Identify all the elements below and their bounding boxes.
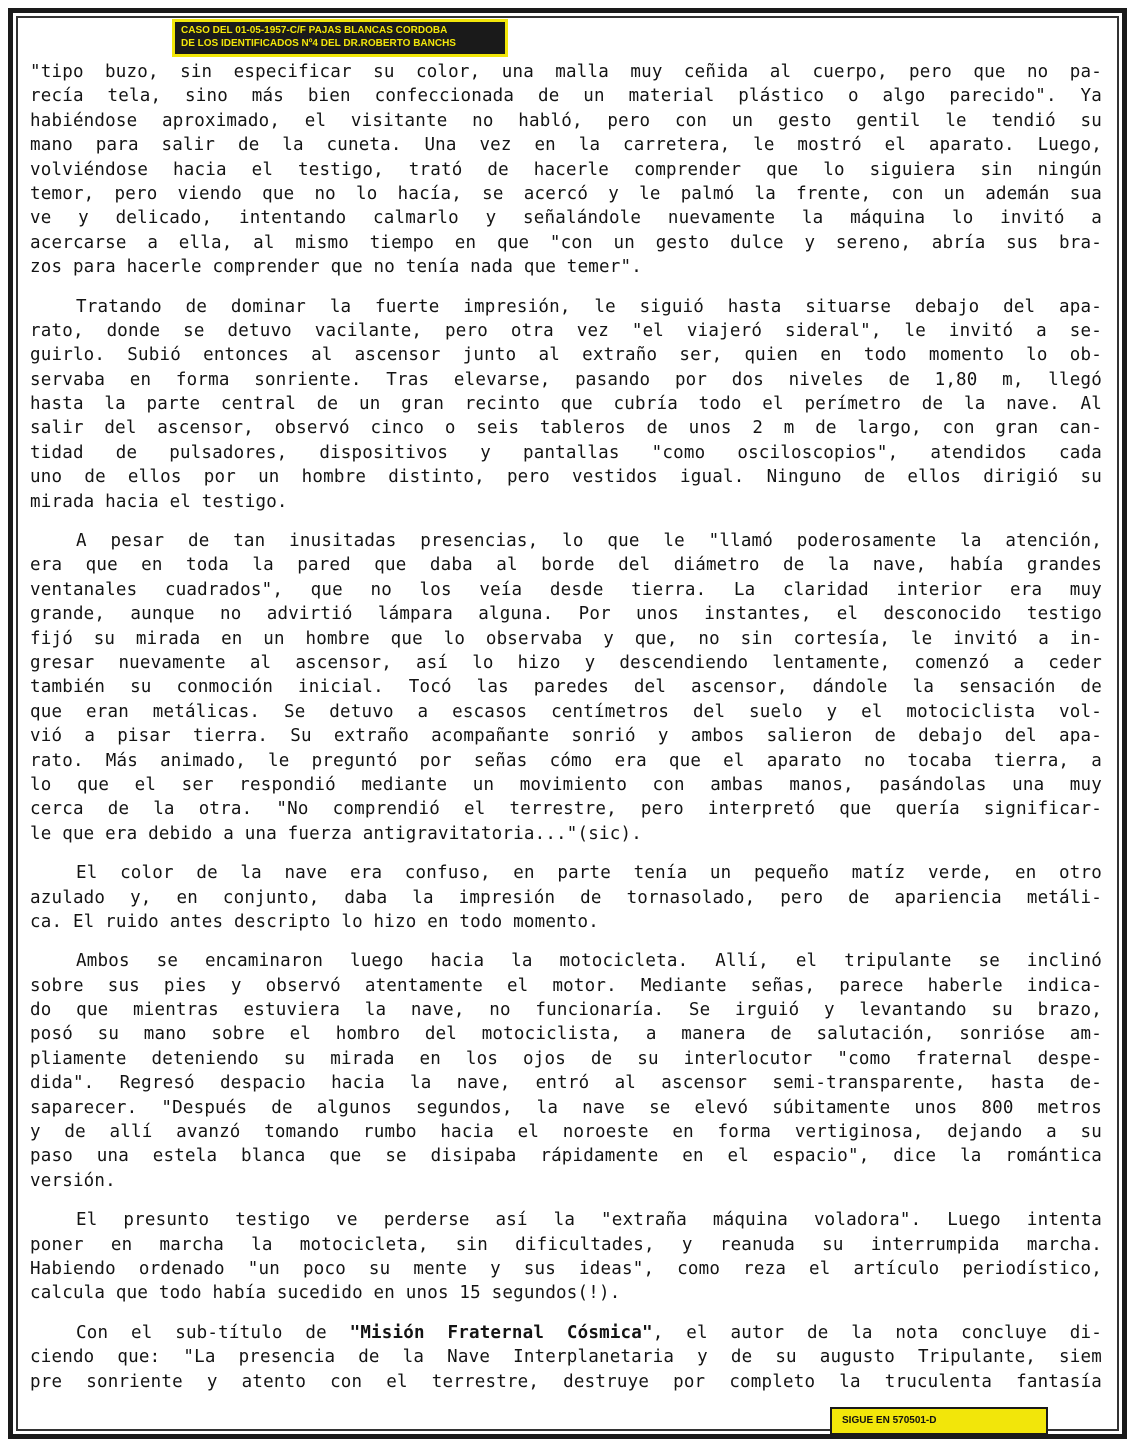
text-line: temor, pero viendo que no lo hacía, se acercó y le palmó la frente, con un ademán sua bbox=[30, 183, 1102, 204]
text-line: también su conmoción inicial. Tocó las paredes del ascensor, dándole la sensación de bbox=[30, 677, 1102, 698]
text-line: salir del ascensor, observó cinco o seis tableros de unos 2 m de largo, con gran can- bbox=[30, 418, 1102, 439]
text-line: lo que el ser respondió mediante un movimiento con ambas manos, pasándolas una muy bbox=[30, 774, 1102, 795]
text-line: ve y delicado, intentando calmarlo y señalándole nuevamente la máquina lo invitó a bbox=[30, 208, 1102, 229]
text-line: zos para hacerle comprender que no tenía nada que temer". bbox=[30, 257, 642, 278]
text-line: Habiendo ordenado "un poco su mente y sus ideas", como reza el artículo periodístico, bbox=[30, 1258, 1102, 1279]
text-line: "tipo buzo, sin especificar su color, una malla muy ceñida al cuerpo, pero que no pa- bbox=[30, 62, 1102, 82]
text-line: le que era debido a una fuerza antigravitatoria..."(sic). bbox=[30, 823, 642, 844]
text-line: rato. Más animado, le preguntó por señas cómo era que el aparato no tocaba tierra, a bbox=[30, 750, 1102, 771]
text-line: mano para salir de la cuneta. Una vez en la carretera, le mostró el aparato. Luego, bbox=[30, 135, 1102, 156]
text-line: que eran metálicas. Se detuvo a escasos centímetros del suelo y el motociclista vol- bbox=[30, 701, 1102, 722]
paragraph-7 bbox=[30, 1321, 1102, 1394]
text-line: ca. El ruido antes descripto lo hizo en todo momento. bbox=[30, 911, 600, 932]
text-line: do que mientras estuviera la nave, no funcionaría. Se irguió y levantando su brazo, bbox=[30, 1000, 1102, 1021]
text-line: uno de ellos por un hombre distinto, pero vestidos igual. Ninguno de ellos dirigió su bbox=[30, 467, 1102, 488]
text-line: mirada hacia el testigo. bbox=[30, 491, 288, 512]
paragraph-4 bbox=[30, 861, 1102, 934]
text-line: El color de la nave era confuso, en parte tenía un pequeño matíz verde, en otro bbox=[76, 863, 1102, 884]
text-line: habiéndose aproximado, el visitante no habló, pero con un gesto gentil le tendió su bbox=[30, 110, 1102, 131]
text-line: era que en toda la pared que daba al borde del diámetro de la nave, había grandes bbox=[30, 555, 1102, 576]
text-line: ventanales cuadrados", que no los veía desde tierra. La claridad interior era muy bbox=[30, 579, 1102, 600]
paragraph-3 bbox=[30, 529, 1102, 846]
paragraph-1 bbox=[30, 60, 1102, 280]
text-line: guirlo. Subió entonces al ascensor junto al extraño ser, quien en todo momento lo ob- bbox=[30, 345, 1102, 366]
text-line: ciendo que: "La presencia de la Nave Interplanetaria y de su augusto Tripulante, siem bbox=[30, 1347, 1102, 1368]
text-line: saparecer. "Después de algunos segundos, la nave se elevó súbitamente unos 800 metros bbox=[30, 1097, 1102, 1118]
text-line: recía tela, sino más bien confeccionada de un material plástico o algo parecido". Ya bbox=[30, 86, 1102, 107]
document-body bbox=[30, 60, 1102, 1409]
text-line: fijó su mirada en un hombre que lo observaba y que, no sin cortesía, le invitó a in- bbox=[30, 628, 1102, 649]
text-line: hasta la parte central de un gran recinto que cubría todo el perímetro de la nave. Al bbox=[30, 394, 1102, 415]
text-line: paso una estela blanca que se disipaba rápidamente en el espacio", dice la romántica bbox=[30, 1146, 1102, 1167]
case-header-label bbox=[172, 19, 508, 57]
text-line: acercarse a ella, al mismo tiempo en que "con un gesto dulce y sereno, abría sus bra- bbox=[30, 232, 1102, 253]
text-line: cerca de la otra. "No comprendió el terrestre, pero interpretó que quería significar- bbox=[30, 799, 1102, 820]
text-line: pliamente deteniendo su mirada en los ojos de su interlocutor "como fraternal despe- bbox=[30, 1048, 1102, 1069]
text-line: sobre sus pies y observó atentamente el motor. Mediante señas, parece haberle indica- bbox=[30, 975, 1102, 996]
paragraph-6 bbox=[30, 1208, 1102, 1306]
text-line: versión. bbox=[30, 1170, 116, 1191]
paragraph-5 bbox=[30, 949, 1102, 1193]
text-run: Con el sub-título de bbox=[76, 1322, 350, 1343]
paragraph-2 bbox=[30, 295, 1102, 515]
text-line: rato, donde se detuvo vacilante, pero otra vez "el viajeró sideral", le invitó a se- bbox=[30, 320, 1102, 341]
text-line: azulado y, en conjunto, daba la impresión de tornasolado, pero de apariencia metáli- bbox=[30, 887, 1102, 908]
text-line-with-subtitle bbox=[30, 1321, 1102, 1345]
text-line: calcula que todo había sucedido en unos 15 segundos(!). bbox=[30, 1283, 621, 1304]
text-line: vió a pisar tierra. Su extraño acompañante sonrió y ambos salieron de debajo del apa- bbox=[30, 726, 1102, 747]
text-line: y de allí avanzó tomando rumbo hacia el noroeste en forma vertiginosa, dejando a su bbox=[30, 1122, 1102, 1143]
text-run: , el autor de la nota concluye di- bbox=[652, 1322, 1102, 1343]
text-line: volviéndose hacia el testigo, trató de hacerle comprender que lo siguiera sin ningún bbox=[30, 159, 1102, 180]
text-line: servaba en forma sonriente. Tras elevarse, pasando por dos niveles de 1,80 m, llegó bbox=[30, 369, 1102, 390]
continuation-label: SIGUE EN 570501-D bbox=[830, 1407, 1048, 1435]
subtitle-bold: "Misión Fraternal Cósmica" bbox=[349, 1322, 653, 1343]
text-line: dida". Regresó despacio hacia la nave, entró al ascensor semi-transparente, hasta de- bbox=[30, 1073, 1102, 1094]
text-line: tidad de pulsadores, dispositivos y pantallas "como osciloscopios", atendidos cada bbox=[30, 442, 1102, 463]
text-line: grande, aunque no advirtió lámpara alguna. Por unos instantes, el desconocido testigo bbox=[30, 604, 1102, 625]
case-header-line-2: DE LOS IDENTIFICADOS Nº4 DEL DR.ROBERTO BANCHS bbox=[181, 38, 456, 49]
case-header-line-1: CASO DEL 01-05-1957-C/F PAJAS BLANCAS CORDOBA bbox=[181, 25, 448, 36]
text-line: pre sonriente y atento con el terrestre, destruye por completo la truculenta fantasía bbox=[30, 1371, 1102, 1392]
text-line: posó su mano sobre el hombro del motociclista, a manera de salutación, sonrióse am- bbox=[30, 1024, 1102, 1045]
text-line: A pesar de tan inusitadas presencias, lo que le "llamó poderosamente la atención, bbox=[76, 531, 1102, 552]
text-line: El presunto testigo ve perderse así la "extraña máquina voladora". Luego intenta bbox=[76, 1210, 1102, 1231]
text-line: Ambos se encaminaron luego hacia la motocicleta. Allí, el tripulante se inclinó bbox=[76, 951, 1102, 972]
text-line: poner en marcha la motocicleta, sin dificultades, y reanuda su interrumpida marcha. bbox=[30, 1234, 1102, 1255]
text-line: Tratando de dominar la fuerte impresión, le siguió hasta situarse debajo del apa- bbox=[76, 296, 1102, 317]
text-line: gresar nuevamente al ascensor, así lo hizo y descendiendo lentamente, comenzó a ceder bbox=[30, 652, 1102, 673]
